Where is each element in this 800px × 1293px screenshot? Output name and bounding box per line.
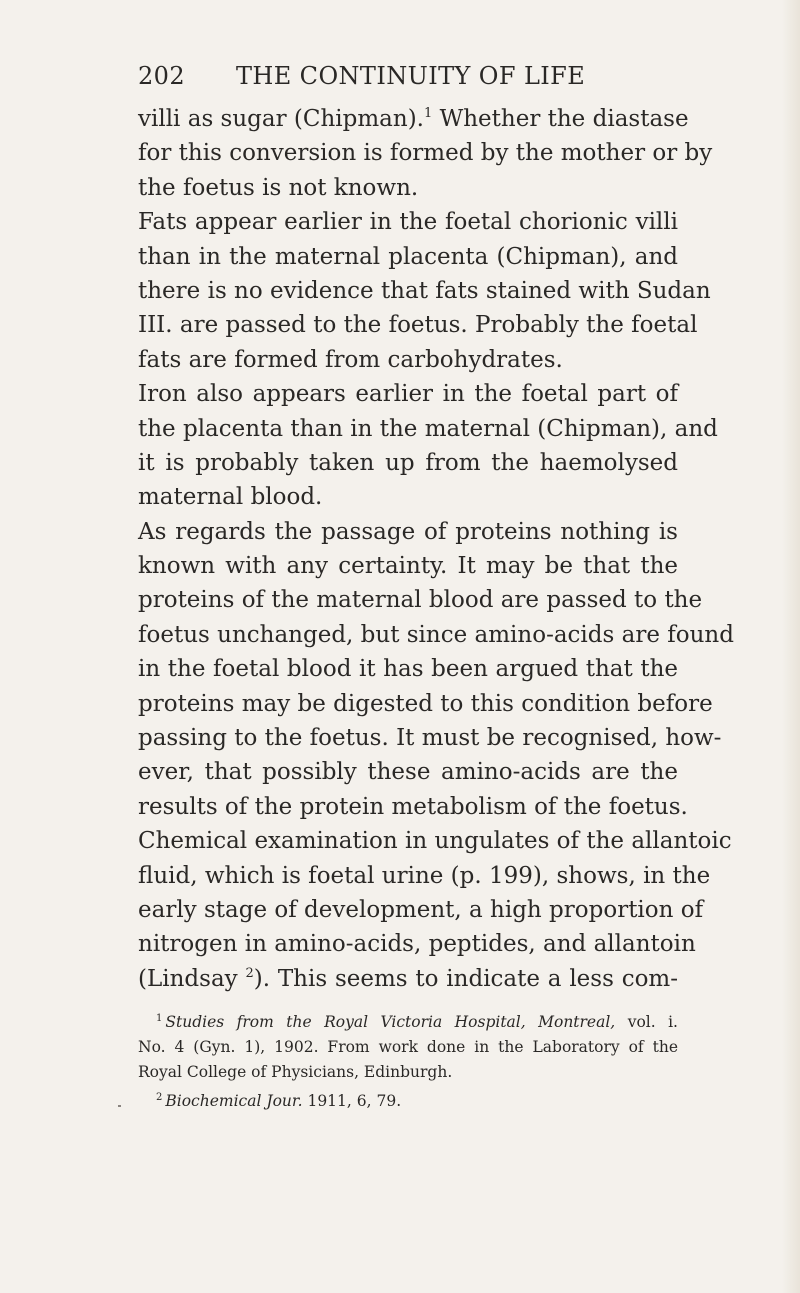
text-line: proteins may be digested to this condition before (138, 690, 713, 717)
text-line: ever, that possibly these amino-acids are the (138, 759, 678, 786)
page-number: 202 (138, 62, 186, 90)
text-line: foetus unchanged, but since amino-acids are found (138, 621, 734, 648)
text-line: results of the protein metabolism of the foetus. (138, 793, 688, 820)
text-line: villi as sugar (Chipman).$^1$ Whether the diastase (138, 106, 689, 132)
footnote-ref[interactable]: 2 (245, 965, 254, 981)
footnote-title: Biochemical Jour. (165, 1092, 303, 1110)
text-line: there is no evidence that fats stained with Sudan (138, 277, 711, 304)
running-head (138, 58, 658, 94)
text-line: Fats appear earlier in the foetal chorionic villi (138, 209, 678, 236)
footnote-title: Studies from the Royal Victoria Hospital, Montreal, (165, 1013, 616, 1031)
text-line: As regards the passage of proteins nothing is (138, 518, 678, 545)
text-line: passing to the foetus. It must be recognised, how- (138, 725, 722, 752)
footnote-1-cont: No. 4 (Gyn. 1), 1902. From work done in the Laboratory of the (138, 1038, 678, 1056)
footnotes (138, 1010, 678, 1114)
text-line: than in the maternal placenta (Chipman), and (138, 243, 678, 270)
text-line: the placenta than in the maternal (Chipman), and (138, 415, 718, 442)
text-line: known with any certainty. It may be that the (138, 553, 678, 580)
running-title: THE CONTINUITY OF LIFE (236, 62, 586, 90)
text-line: fats are formed from carbohydrates. (138, 346, 563, 373)
text-line: in the foetal blood it has been argued that the (138, 656, 678, 683)
footnote-ref[interactable]: 1 (424, 106, 433, 121)
text-line: early stage of development, a high proportion of (138, 896, 704, 923)
text-line: nitrogen in amino-acids, peptides, and allantoin (138, 931, 696, 958)
footnote-marker: 1 (156, 1013, 163, 1024)
footnote-1: $^1$ Studies from the Royal Victoria Hospital, Montreal, vol. i. (156, 1013, 678, 1031)
text-line: (Lindsay $^2$). This seems to indicate a less com- (138, 965, 679, 992)
text-line: Iron also appears earlier in the foetal part of (138, 381, 678, 408)
print-speck (118, 1105, 121, 1107)
text-line: it is probably taken up from the haemolysed (138, 449, 678, 476)
footnote-2: $^2$ Biochemical Jour. 1911, 6, 79. (156, 1092, 402, 1110)
footnote-1-cont: Royal College of Physicians, Edinburgh. (138, 1063, 453, 1081)
text-line: fluid, which is foetal urine (p. 199), shows, in the (138, 862, 711, 889)
text-line: III. are passed to the foetus. Probably the foetal (138, 312, 698, 339)
text-line: Chemical examination in ungulates of the allantoic (138, 828, 732, 855)
body-text (138, 102, 734, 996)
text-line: proteins of the maternal blood are passed to the (138, 587, 703, 614)
footnote-marker: 2 (156, 1092, 163, 1103)
text-line: the foetus is not known. (138, 174, 419, 201)
text-line: maternal blood. (138, 484, 323, 511)
text-line: for this conversion is formed by the mother or by (138, 140, 713, 167)
